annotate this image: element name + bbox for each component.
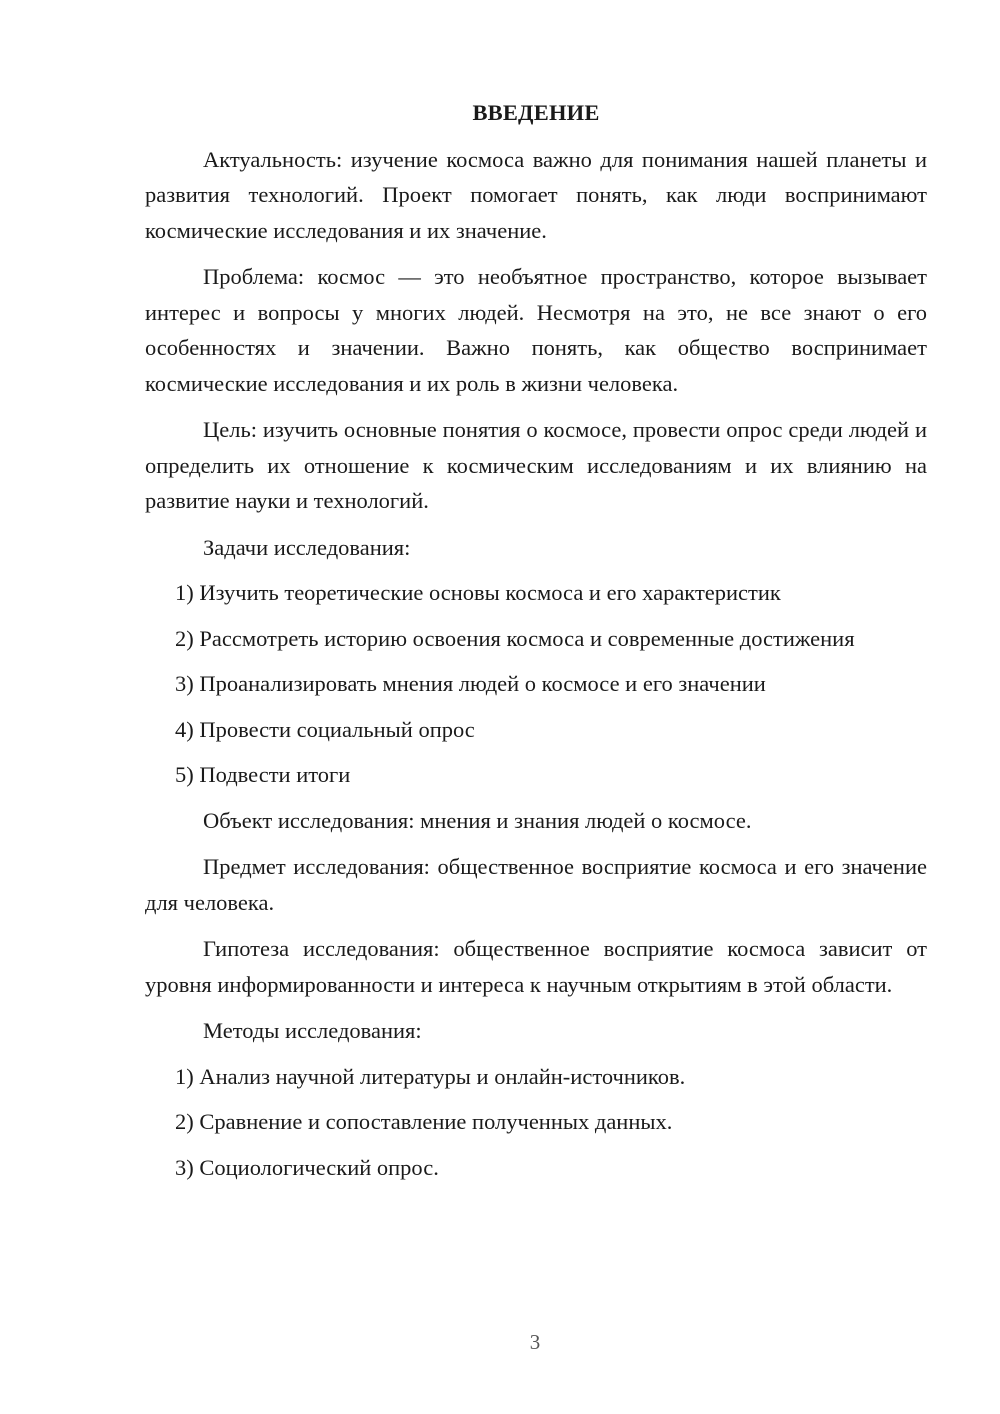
relevance-paragraph: Актуальность: изучение космоса важно для понимания нашей планеты и развития технологий. Проект помогает понять, как люди воспринимают космические исследования и их значение. <box>145 146 927 243</box>
goal-paragraph: Цель: изучить основные понятия о космосе, провести опрос среди людей и определить их отношение к космическим исследованиям и их влиянию на развитие науки и технологий. <box>145 417 927 513</box>
tasks-list <box>145 575 927 793</box>
document-title: ВВЕДЕНИЕ <box>472 100 600 125</box>
task-item: 3) Проанализировать мнения людей о космосе и его значении <box>175 671 766 696</box>
method-item: 2) Сравнение и сопоставление полученных данных. <box>175 1109 673 1134</box>
methods-list <box>145 1059 927 1186</box>
problem-paragraph: Проблема: космос — это необъятное пространство, которое вызывает интерес и вопросы у многих людей. Несмотря на это, не все знают о его особенностях и значении. Важно понять, как общество воспринимает космические исследования и их роль в жизни человека. <box>145 264 927 396</box>
hypothesis-paragraph: Гипотеза исследования: общественное восприятие космоса зависит от уровня информированности и интереса к научным открытиям в этой области. <box>145 936 927 997</box>
method-item: 1) Анализ научной литературы и онлайн-источников. <box>175 1063 686 1089</box>
page-number: 3 <box>529 1330 541 1354</box>
task-item: 1) Изучить теоретические основы космоса и его характеристик <box>175 580 781 605</box>
task-item: 4) Провести социальный опрос <box>175 716 475 742</box>
tasks-heading: Задачи исследования: <box>203 534 411 560</box>
methods-heading: Методы исследования: <box>203 1018 422 1043</box>
task-item: 2) Рассмотреть историю освоения космоса и современные достижения <box>175 625 855 651</box>
method-item: 3) Социологический опрос. <box>175 1154 439 1180</box>
object-paragraph: Объект исследования: мнения и знания людей о космосе. <box>203 807 752 833</box>
subject-paragraph: Предмет исследования: общественное восприятие космоса и его значение для человека. <box>145 854 927 915</box>
task-item: 5) Подвести итоги <box>175 762 351 787</box>
document-body <box>145 95 927 1195</box>
